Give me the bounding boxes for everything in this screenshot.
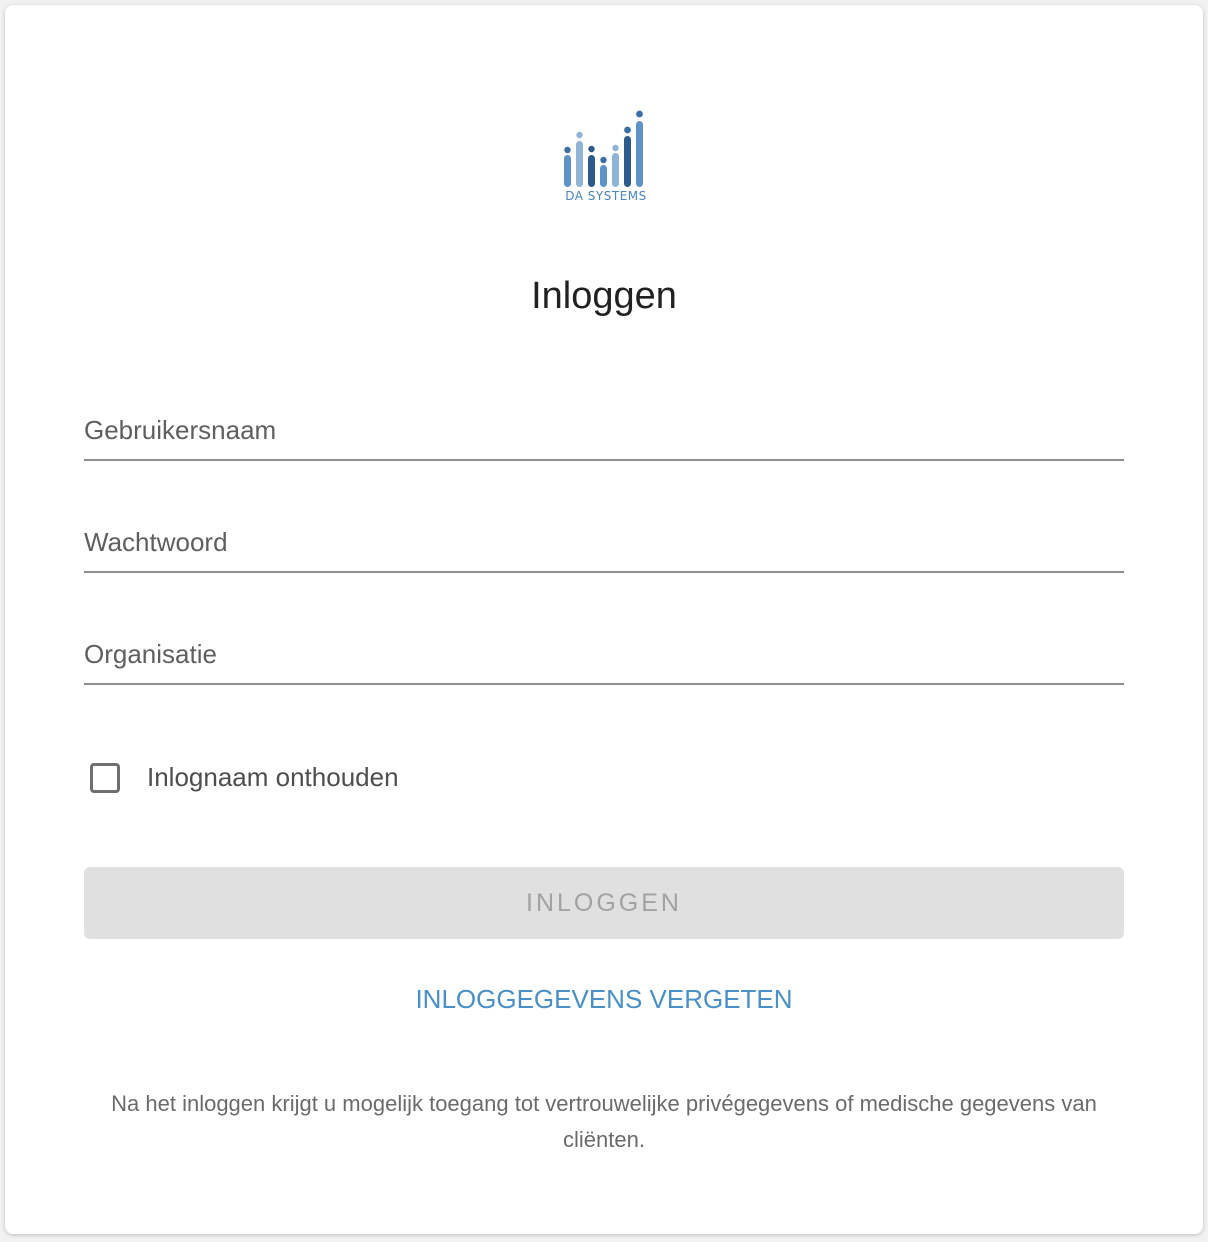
- forgot-credentials-link[interactable]: INLOGGEGEVENS VERGETEN: [415, 984, 793, 1014]
- da-systems-logo: [558, 105, 654, 205]
- username-input[interactable]: [84, 401, 1124, 459]
- username-field: [84, 401, 1124, 461]
- remember-label: Inlognaam onthouden: [147, 762, 399, 792]
- page-title: Inloggen: [531, 275, 677, 317]
- password-field: [84, 513, 1124, 573]
- login-button[interactable]: INLOGGEN: [84, 867, 1124, 939]
- remember-checkbox[interactable]: [90, 763, 120, 793]
- remember-username[interactable]: [90, 762, 399, 793]
- privacy-notice: Na het inloggen krijgt u mogelijk toegang tot vertrouwelijke privégegevens of medische gegevens van cliënten.: [111, 1091, 1097, 1152]
- organization-field: [84, 625, 1124, 685]
- password-input[interactable]: [84, 513, 1124, 571]
- organization-input[interactable]: [84, 625, 1124, 683]
- logo-bars-icon: [558, 105, 654, 189]
- login-card: [5, 5, 1203, 1234]
- logo-text: DA SYSTEMS: [565, 189, 647, 203]
